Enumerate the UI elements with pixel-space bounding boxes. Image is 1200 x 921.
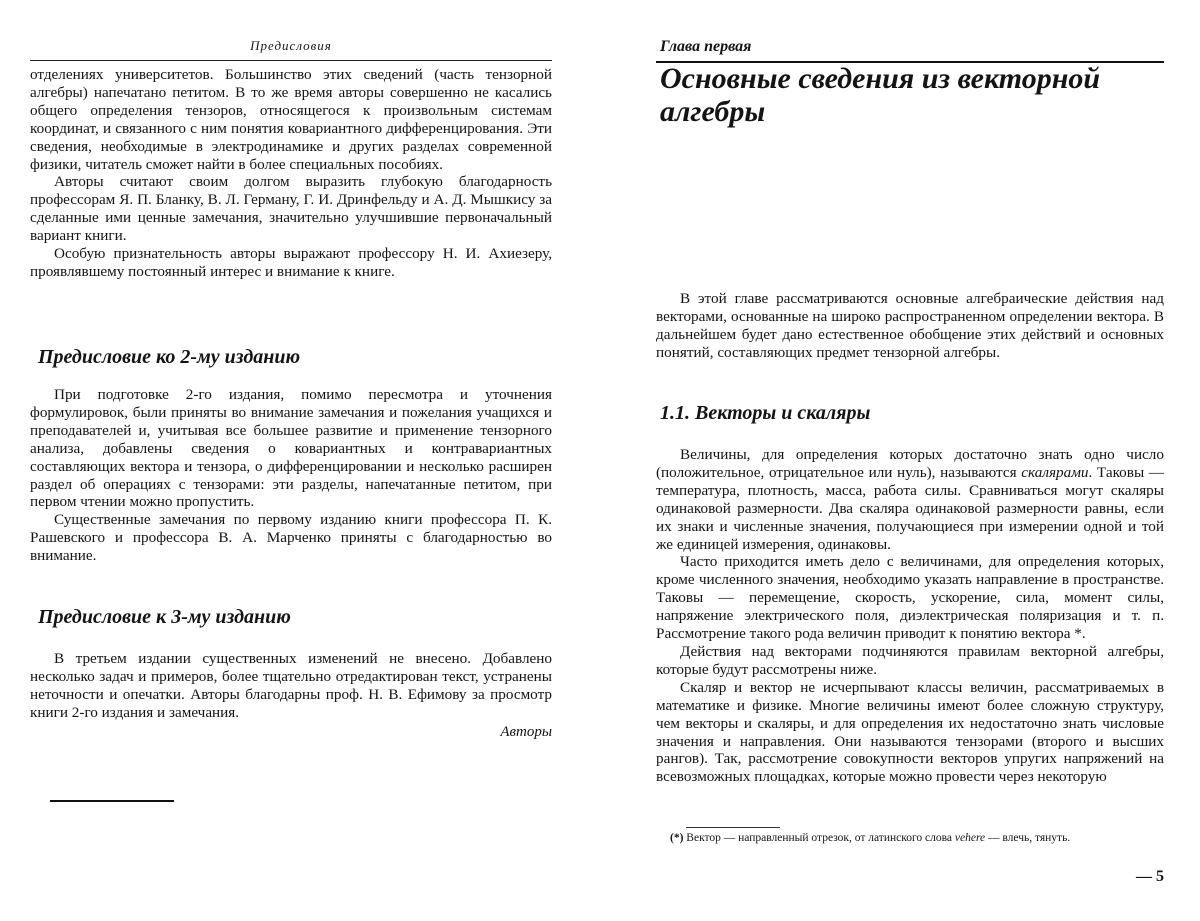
- text-run: . Таковы — температура, плотность, масса, работа силы. Сравниваться могут скаляры одинаковой размерности. Два скаляра одинаковой размерности равны, если их знаки и численные значения, получающиеся при измерении одной и той же единицей измерения, одинаковы.: [656, 463, 1164, 553]
- paragraph: Часто приходится иметь дело с величинами, для определения которых, кроме численного значения, необходимо указать направление в пространстве. Таковы — перемещение, скорость, ускорение, сила, момент силы, напряжение электрического поля, диэлектрическая поляризация и т. п. Рассмотрение такого рода величин приводит к понятию вектора *.: [656, 553, 1164, 643]
- section-heading: Предисловие ко 2-му изданию: [38, 346, 301, 368]
- footnote: [670, 831, 1164, 845]
- paragraph: В этой главе рассматриваются основные алгебраические действия над векторами, основанные на широко распространенном определении вектора. В дальнейшем будет дано естественное обобщение этих действий и основных понятий, составляющих предмет тензорной алгебры.: [656, 290, 1164, 361]
- left-page: [30, 0, 552, 921]
- preface-second-edition: [30, 386, 552, 565]
- paragraph: Существенные замечания по первому изданию книги профессора П. К. Рашевского и профессора В. А. Марченко приняты с благодарностью во внимание.: [30, 511, 552, 565]
- term-scalars: скалярами: [1021, 463, 1089, 481]
- footnote-latin-word: vehere: [954, 832, 986, 844]
- section-body: [656, 446, 1164, 786]
- preface-third-edition: [30, 650, 552, 722]
- signature: Авторы: [500, 724, 552, 740]
- end-rule: [50, 800, 174, 802]
- header-rule: [30, 60, 552, 61]
- right-page: [656, 0, 1164, 921]
- footnote-tail: — влечь, тянуть.: [985, 832, 1071, 844]
- paragraph: Авторы считают своим долгом выразить глубокую благодарность профессорам Я. П. Бланку, В. Л. Герману, Г. И. Дринфельду и А. Д. Мышкису за сделанные ими ценные замечания, значительно улучшившие первоначальный вариант книги.: [30, 173, 552, 245]
- section-heading: 1.1. Векторы и скаляры: [660, 402, 871, 424]
- chapter-intro: [656, 290, 1164, 362]
- chapter-title: Основные сведения из векторной алгебры: [660, 62, 1101, 128]
- section-heading: Предисловие к 3-му изданию: [38, 606, 291, 628]
- footnote-text: Вектор — направленный отрезок, от латинского слова: [683, 832, 955, 844]
- footnote-mark: (*): [670, 832, 684, 844]
- paragraph: В третьем издании существенных изменений не внесено. Добавлено несколько задач и примеров, более тщательно отредактирован текст, устранены неточности и опечатки. Авторы благодарны проф. Н. В. Ефимову за просмотр книги 2-го издания и замечания.: [30, 650, 552, 721]
- chapter-label: Глава первая: [660, 38, 752, 55]
- paragraph: Действия над векторами подчиняются правилам векторной алгебры, которые будут рассмотрены ниже.: [656, 642, 1164, 678]
- preface-continuation: [30, 66, 552, 281]
- paragraph: Скаляр и вектор не исчерпывают классы величин, рассматриваемых в математике и физике. Многие величины имеют более сложную структуру, чем векторы и скаляры, и для определения их недостаточно знать числовые значения и направления. Они называются тензорами (второго и высших рангов). Так, рассмотрение совокупности векторов упругих напряжений на всевозможных площадках, которые можно провести через некоторую: [656, 678, 1164, 786]
- paragraph: [656, 446, 1164, 553]
- running-head: Предисловия: [250, 38, 332, 53]
- text-run: Величины, для определения которых достаточно знать одно число (положительное, отрицательное или нуль), называются: [656, 446, 1164, 481]
- page-number: — 5: [1136, 868, 1164, 885]
- footnote-rule: [686, 827, 780, 828]
- paragraph: Особую признательность авторы выражают профессору Н. И. Ахиезеру, проявлявшему постоянный интерес и внимание к книге.: [30, 245, 552, 280]
- paragraph: При подготовке 2-го издания, помимо пересмотра и уточнения формулировок, были приняты во внимание замечания и пожелания учащихся и преподавателей и, учитывая все большее развитие и применение тензорного анализа, добавлены сведения о ковариантных и контравариантных составляющих вектора и тензора, о дифференцировании и несколько расширен раздел об операциях с тензорами: эти разделы, напечатанные петитом, при первом чтении можно пропустить.: [30, 386, 552, 511]
- paragraph: отделениях университетов. Большинство этих сведений (часть тензорной алгебры) напечатано петитом. В то же время авторы совершенно не касались общего определения тензоров, относящегося к произвольным системам координат, и связанного с ним понятия ковариантного дифференцирования. Эти сведения, необходимые в электродинамике и других разделах современной физики, читатель сможет найти в более специальных пособиях.: [30, 66, 552, 173]
